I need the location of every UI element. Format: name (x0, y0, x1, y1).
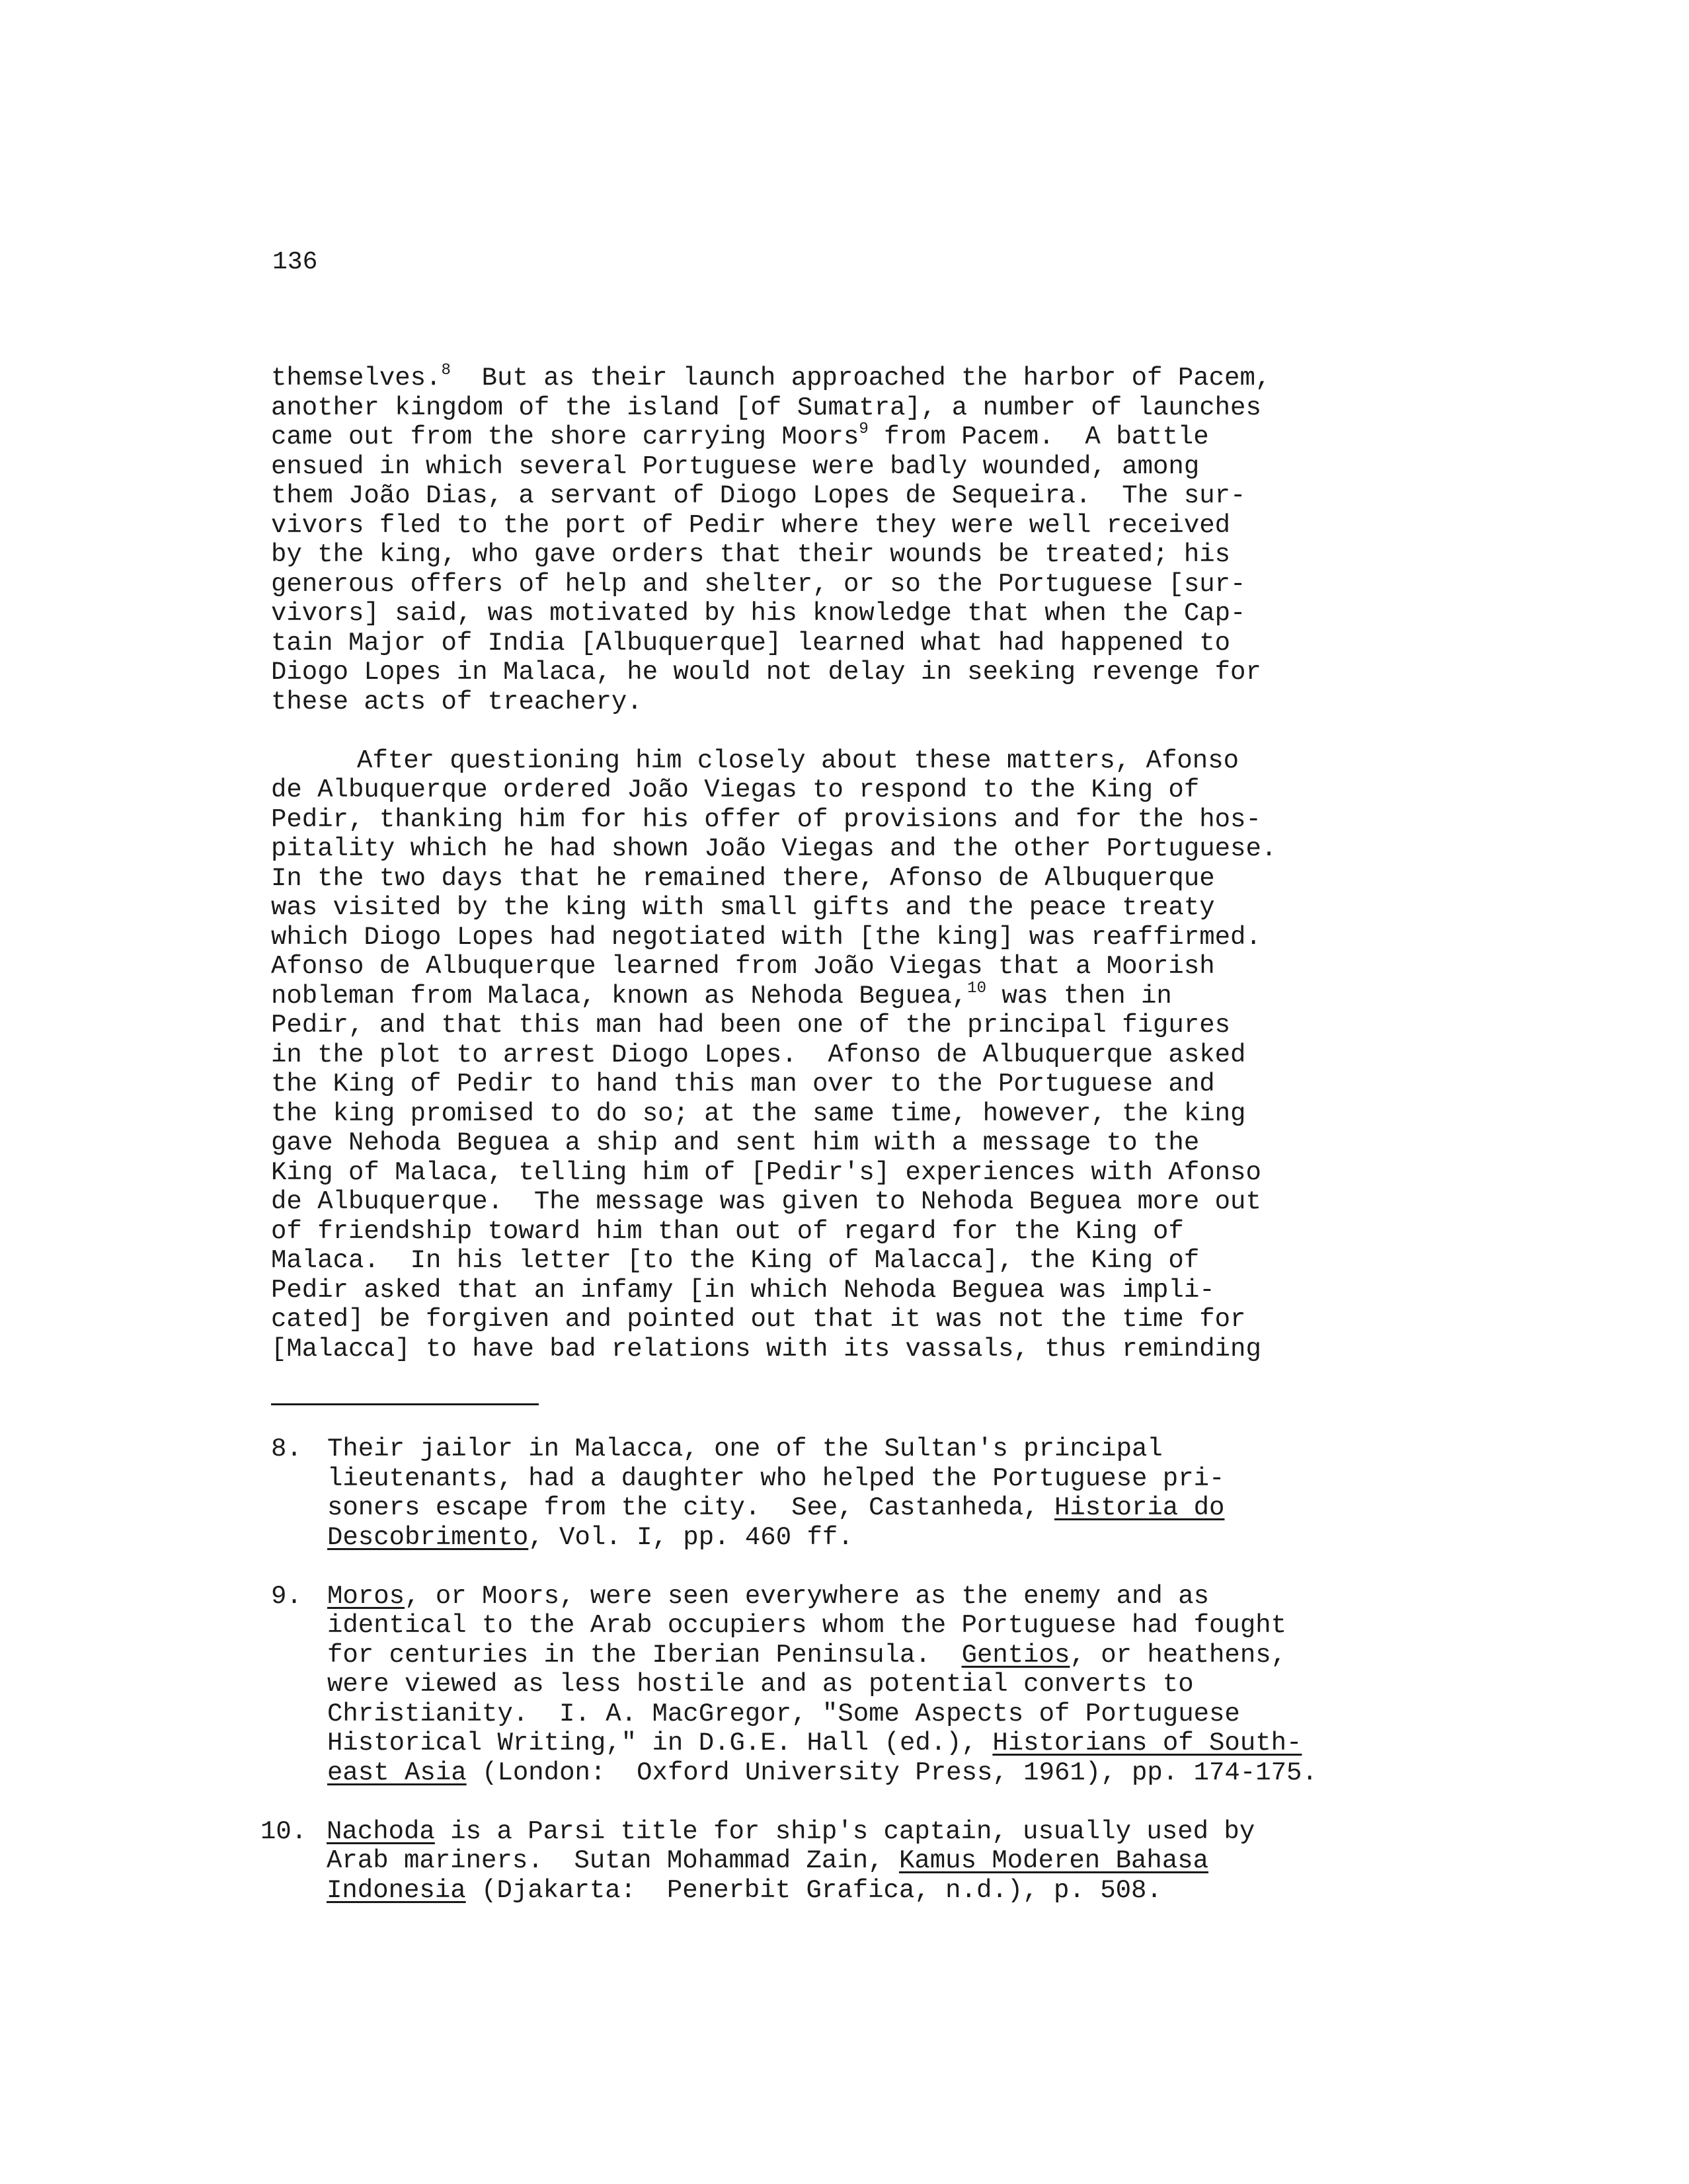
text-line: was visited by the king with small gifts and the peace treaty (271, 893, 1215, 922)
text-line: de Albuquerque. The message was given to Nehoda Beguea more out (271, 1187, 1261, 1216)
text-line: them João Dias, a servant of Diogo Lopes de Sequeira. The sur- (271, 481, 1246, 510)
text-line: nobleman from Malaca, known as Nehoda Beguea,$^{10}$ was then in (271, 979, 1172, 1011)
underlined-title: Gentios (961, 1640, 1070, 1670)
paragraph (271, 364, 1448, 717)
text-line: cated] be forgiven and pointed out that it was not the time for (271, 1305, 1246, 1334)
footnote-number: 8. (271, 1434, 302, 1463)
footnote-line: Arab mariners. Sutan Mohammad Zain, Kamus Moderen Bahasa (327, 1846, 1209, 1875)
footnote-reference: 8 (441, 362, 451, 379)
text-line: tain Major of India [Albuquerque] learned what had happened to (271, 628, 1231, 658)
text-line: themselves.$^8$ But as their launch approached the harbor of Pacem, (271, 362, 1271, 393)
text-line: these acts of treachery. (271, 687, 643, 717)
text-line: Malaca. In his letter [to the King of Malacca], the King of (271, 1246, 1200, 1275)
footnote-line: Historical Writing," in D.G.E. Hall (ed.), Historians of South- (327, 1729, 1302, 1758)
text-line: King of Malaca, telling him of [Pedir's] experiences with Afonso (271, 1157, 1261, 1187)
footnote-reference: 9 (859, 420, 869, 438)
underlined-title: east Asia (327, 1758, 467, 1787)
underlined-title: Historia do (1054, 1493, 1225, 1522)
footnote-separator (271, 1403, 539, 1405)
footnote (260, 1816, 1461, 1906)
footnote-reference: 10 (967, 979, 986, 997)
text-line: pitality which he had shown João Viegas and the other Portuguese. (271, 834, 1277, 863)
text-line: vivors fled to the port of Pedir where they were well received (271, 510, 1231, 540)
footnote-line: Their jailor in Malacca, one of the Sultan's principal (327, 1434, 1163, 1463)
text-line: came out from the shore carrying Moors$^9$ from Pacem. A battle (271, 420, 1209, 451)
underlined-title: Moros (327, 1581, 405, 1611)
text-line: vivors] said, was motivated by his knowledge that when the Cap- (271, 599, 1246, 628)
text-line: Pedir, and that this man had been one of the principal figures (271, 1011, 1231, 1040)
text-line: de Albuquerque ordered João Viegas to respond to the King of (271, 775, 1200, 804)
footnote-text (327, 1434, 1461, 1552)
footnote-line: Indonesia (Djakarta: Penerbit Grafica, n.d.), p. 508. (327, 1875, 1162, 1905)
footnote-text (327, 1582, 1461, 1788)
text-line: Diogo Lopes in Malaca, he would not delay in seeking revenge for (271, 658, 1261, 687)
underlined-title: Kamus Moderen Bahasa (898, 1846, 1209, 1875)
text-line: [Malacca] to have bad relations with its vassals, thus reminding (271, 1334, 1261, 1364)
text-line: Afonso de Albuquerque learned from João Viegas that a Moorish (271, 952, 1215, 981)
text-line: After questioning him closely about these matters, Afonso (357, 746, 1239, 775)
body-text (271, 364, 1448, 1393)
footnote-line: Nachoda is a Parsi title for ship's captain, usually used by (327, 1816, 1255, 1846)
text-line: of friendship toward him than out of regard for the King of (271, 1216, 1184, 1246)
footnote-line: soners escape from the city. See, Castanheda, Historia do (327, 1493, 1225, 1522)
text-line: another kingdom of the island [of Sumatra], a number of launches (271, 393, 1261, 422)
text-line: by the king, who gave orders that their wounds be treated; his (271, 540, 1231, 569)
underlined-title: Historians of South- (992, 1729, 1302, 1758)
text-line: Pedir asked that an infamy [in which Nehoda Beguea was impli- (271, 1275, 1215, 1305)
text-line: generous offers of help and shelter, or so the Portuguese [sur- (271, 569, 1246, 599)
text-line: In the two days that he remained there, Afonso de Albuquerque (271, 863, 1215, 893)
text-line: in the plot to arrest Diogo Lopes. Afonso de Albuquerque asked (271, 1040, 1246, 1070)
footnote-number: 10. (260, 1816, 307, 1846)
footnote-line: Moros, or Moors, were seen everywhere as the enemy and as (327, 1581, 1210, 1611)
footnote-line: Christianity. I. A. MacGregor, "Some Aspects of Portuguese (327, 1699, 1240, 1729)
text-line: the King of Pedir to hand this man over to the Portuguese and (271, 1070, 1215, 1099)
footnote-line: east Asia (London: Oxford University Press, 1961), pp. 174-175. (327, 1758, 1317, 1787)
footnotes (260, 1434, 1461, 1935)
footnote-line: for centuries in the Iberian Peninsula. Gentios, or heathens, (327, 1640, 1287, 1670)
footnote-line: identical to the Arab occupiers whom the Portuguese had fought (327, 1611, 1287, 1640)
text-line: ensued in which several Portuguese were badly wounded, among (271, 451, 1200, 481)
footnote-text (327, 1817, 1461, 1906)
footnote-line: were viewed as less hostile and as potential converts to (327, 1670, 1194, 1699)
text-line: the king promised to do so; at the same time, however, the king (271, 1099, 1246, 1128)
page-number: 136 (272, 248, 318, 276)
footnote-number: 9. (271, 1581, 302, 1611)
footnote-line: Descobrimento, Vol. I, pp. 460 ff. (327, 1522, 853, 1552)
text-line: Pedir, thanking him for his offer of provisions and for the hos- (271, 804, 1261, 834)
footnote (271, 1434, 1461, 1552)
footnote (271, 1582, 1461, 1788)
underlined-title: Nachoda (327, 1816, 435, 1846)
paragraph (271, 746, 1448, 1364)
underlined-title: Indonesia (327, 1875, 466, 1905)
text-line: which Diogo Lopes had negotiated with [the king] was reaffirmed. (271, 922, 1261, 952)
footnote-line: lieutenants, had a daughter who helped the Portuguese pri- (327, 1463, 1225, 1493)
text-line: gave Nehoda Beguea a ship and sent him with a message to the (271, 1128, 1200, 1157)
underlined-title: Descobrimento (327, 1522, 529, 1552)
